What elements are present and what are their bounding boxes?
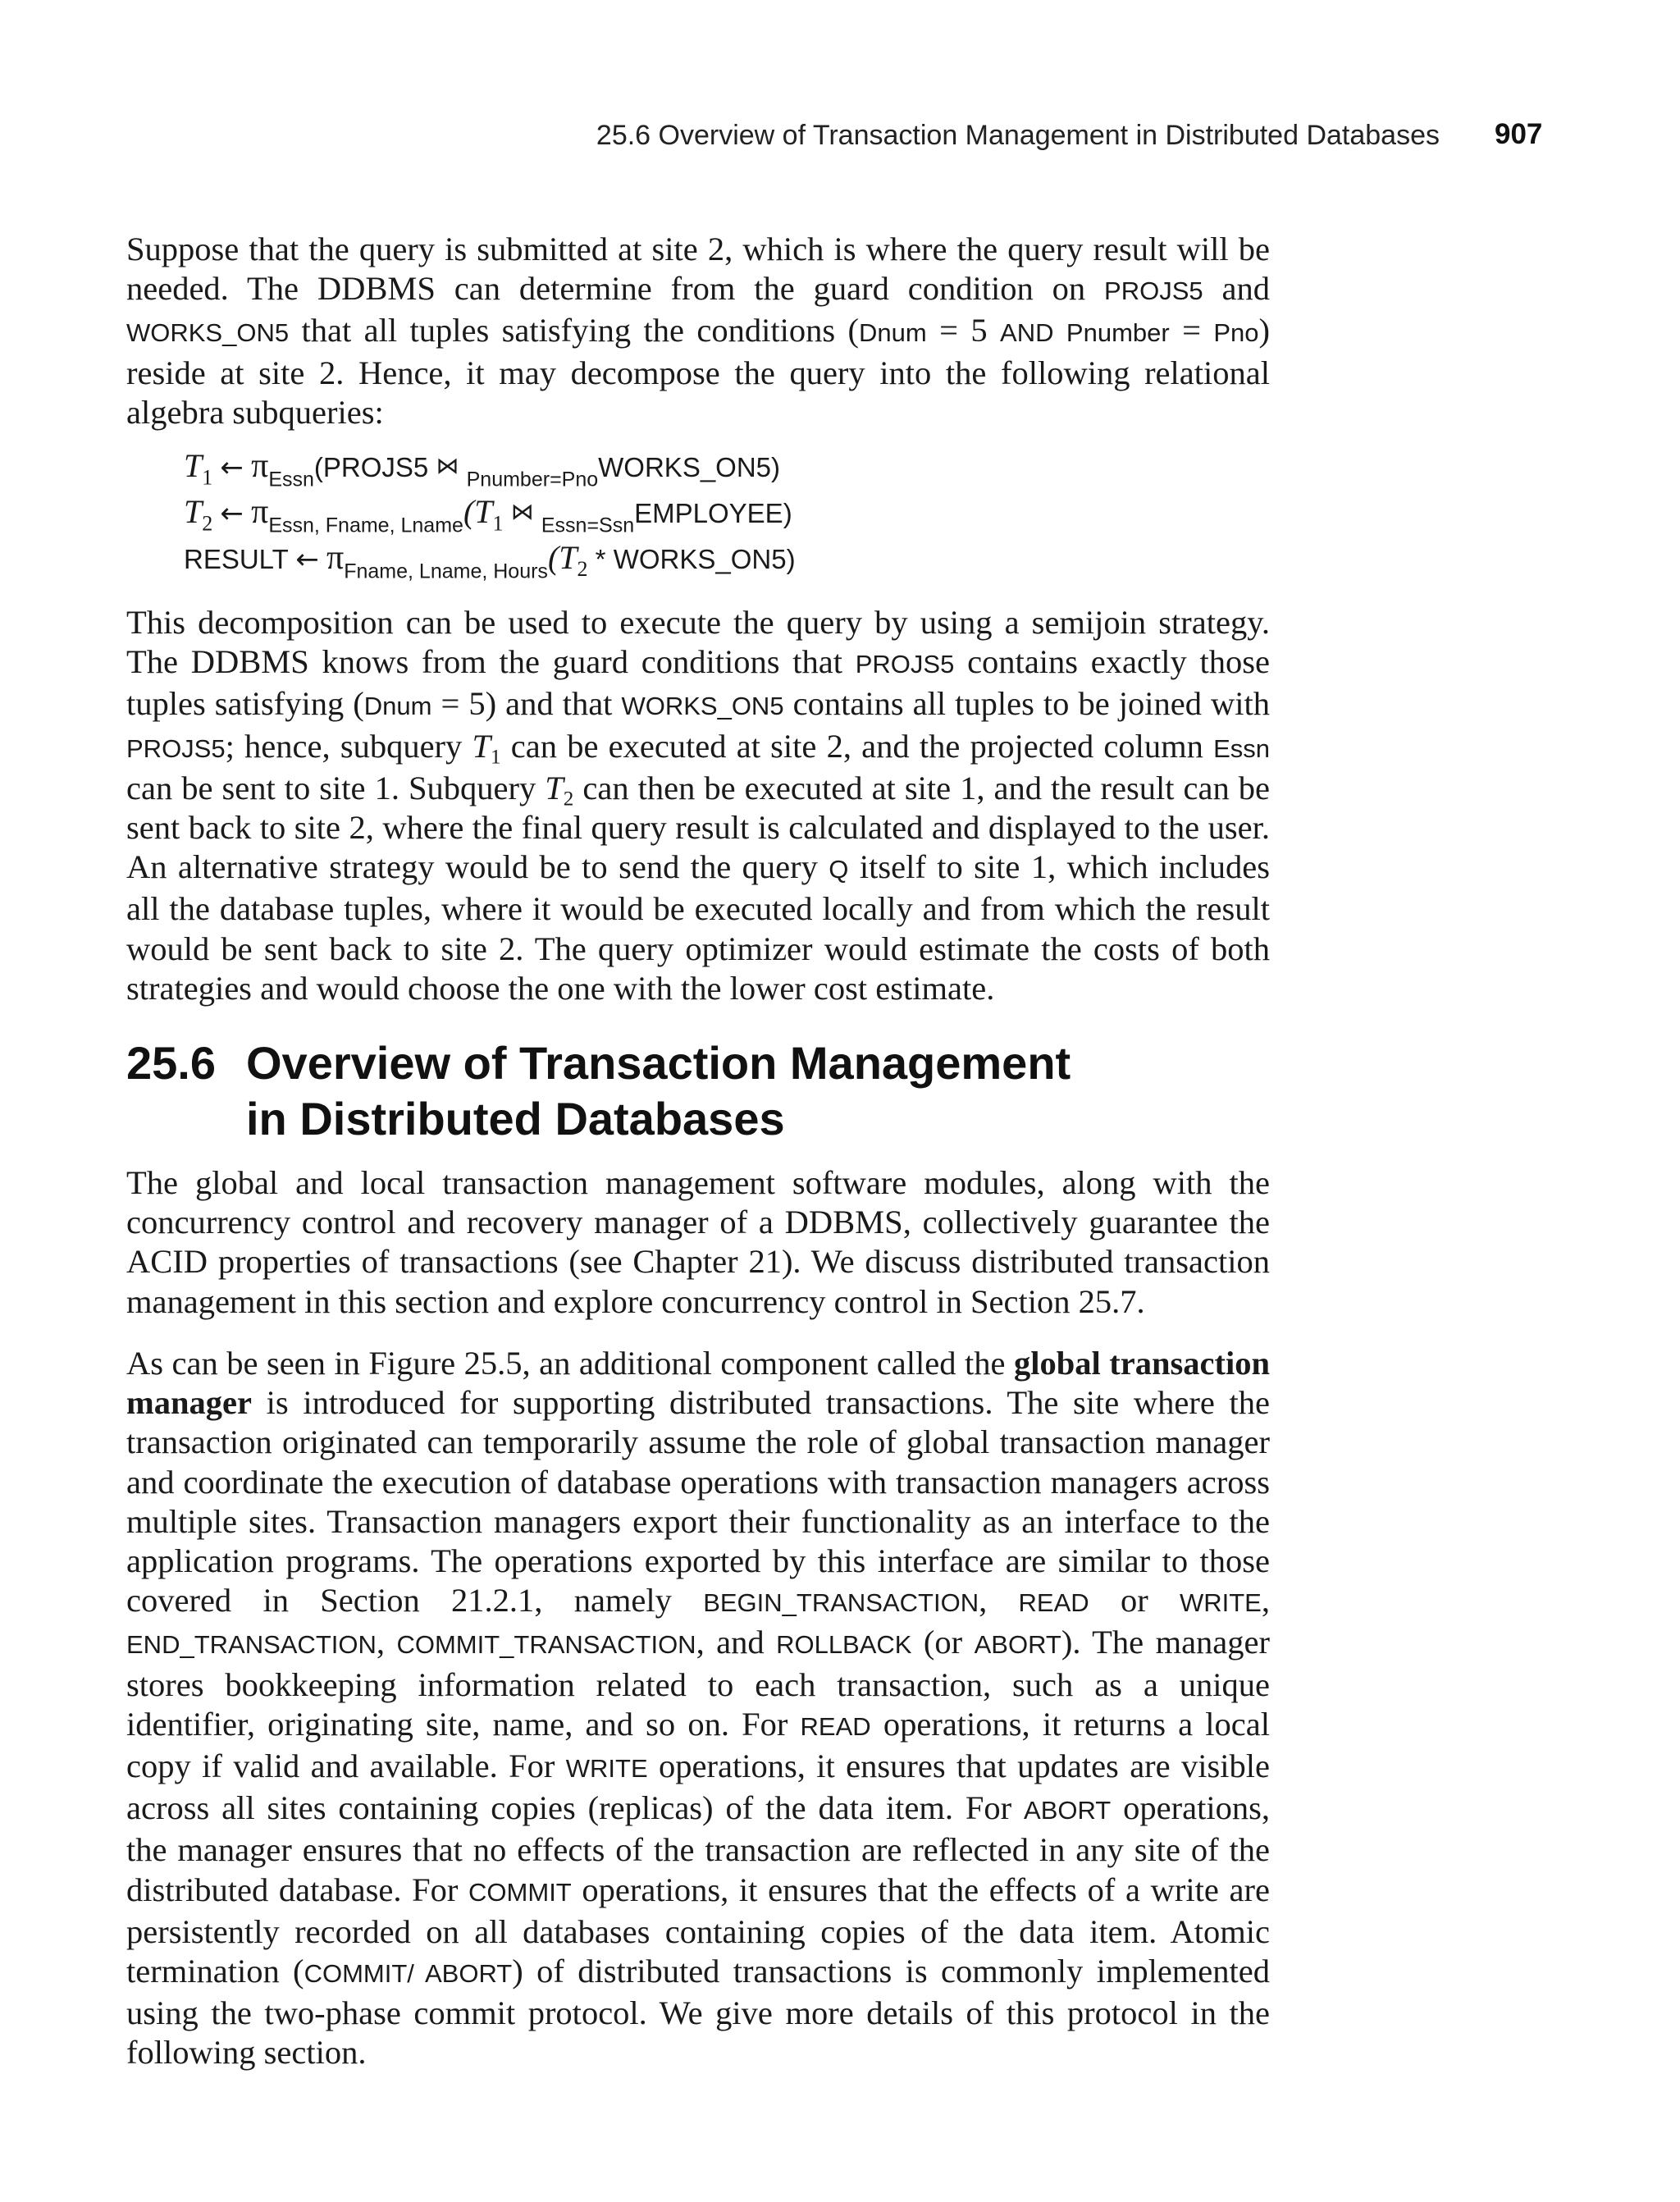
paragraph-transaction-modules: The global and local transaction management software modules, along with the concurrency control and recovery manager of a DDBMS, collectively guarantee the ACID properties of transactions (see Chapter 21). We discuss distributed transaction management in this section and explore concurrency control in Section 25.7. xyxy=(126,1164,1270,1320)
running-head: 25.6 Overview of Transaction Management in Distributed Databases xyxy=(596,120,1440,151)
paragraph-query-site: Suppose that the query is submitted at site 2, which is where the query result will be needed. The DDBMS can determine from the guard condition on PROJS5 and WORKS_ON5 that all tuples satisfying the conditions (Dnum = 5 AND Pnumber = Pno) reside at site 2. Hence, it may decompose the query into the following relational algebra subqueries: xyxy=(126,231,1271,431)
equation-t2: $T_2$ ← $\pi_{Essn, Fname, Lname}(T_1$ ⋈ $_{Essn=Ssn}$EMPLOYEE) xyxy=(184,493,792,537)
equation-t1: $T_1$ ← $\pi_{Essn}(PROJS5$ ⋈ $_{Pnumber=Pno}$WORKS_ON5) xyxy=(184,447,781,491)
section-number: 25.6 xyxy=(126,1037,216,1089)
relational-algebra-subqueries xyxy=(184,443,796,581)
page-number: 907 xyxy=(1495,118,1543,150)
paragraph-semijoin-strategy: This decomposition can be used to execute the query by using a semijoin strategy. The DDBMS knows from the guard conditions that PROJS5 contains exactly those tuples satisfying (Dnum = 5) and that WORKS_ON5 contains all tuples to be joined with PROJS5; hence, subquery $T_1$ can be executed at site 2, and the projected column Essn can be sent to site 1. Subquery $T_2$ can then be executed at site 1, and the result can be sent back to site 2, where the final query result is calculated and displayed to the user. An alternative strategy would be to send the query Q itself to site 1, which includes all the database tuples, where it would be executed locally and from which the result would be sent back to site 2. The query optimizer would estimate the costs of both strategies and would choose the one with the lower cost estimate. xyxy=(126,604,1271,1007)
section-title-line2: in Distributed Databases xyxy=(246,1093,785,1144)
section-title-line1: Overview of Transaction Management xyxy=(246,1037,1071,1089)
section-heading xyxy=(126,1035,1071,1147)
equation-result: RESULT ← $\pi_{Fname, Lname, Hours}(T_2$ * WORKS_ON5) xyxy=(184,539,796,583)
paragraph-global-transaction-manager: As can be seen in Figure 25.5, an additional component called the global transaction manager is introduced for supporting distributed transactions. The site where the transaction originated can temporarily assume the role of global transaction manager and coordinate the execution of database operations with transaction managers across multiple sites. Transaction managers export their functionality as an interface to the application programs. The operations exported by this interface are similar to those covered in Section 21.2.1, namely BEGIN_TRANSACTION, READ or WRITE, END_TRANSACTION, COMMIT_TRANSACTION, and ROLLBACK (or ABORT). The manager stores bookkeeping information related to each transaction, such as a unique identifier, originating site, name, and so on. For READ operations, it returns a local copy if valid and available. For WRITE operations, it ensures that updates are visible across all sites containing copies (replicas) of the data item. For ABORT operations, the manager ensures that no effects of the transaction are reflected in any site of the distributed database. For COMMIT operations, it ensures that the effects of a write are persistently recorded on all databases containing copies of the data item. Atomic termination (COMMIT/ ABORT) of distributed transactions is commonly implemented using the two-phase commit protocol. We give more details of this protocol in the following section. xyxy=(126,1345,1271,2072)
